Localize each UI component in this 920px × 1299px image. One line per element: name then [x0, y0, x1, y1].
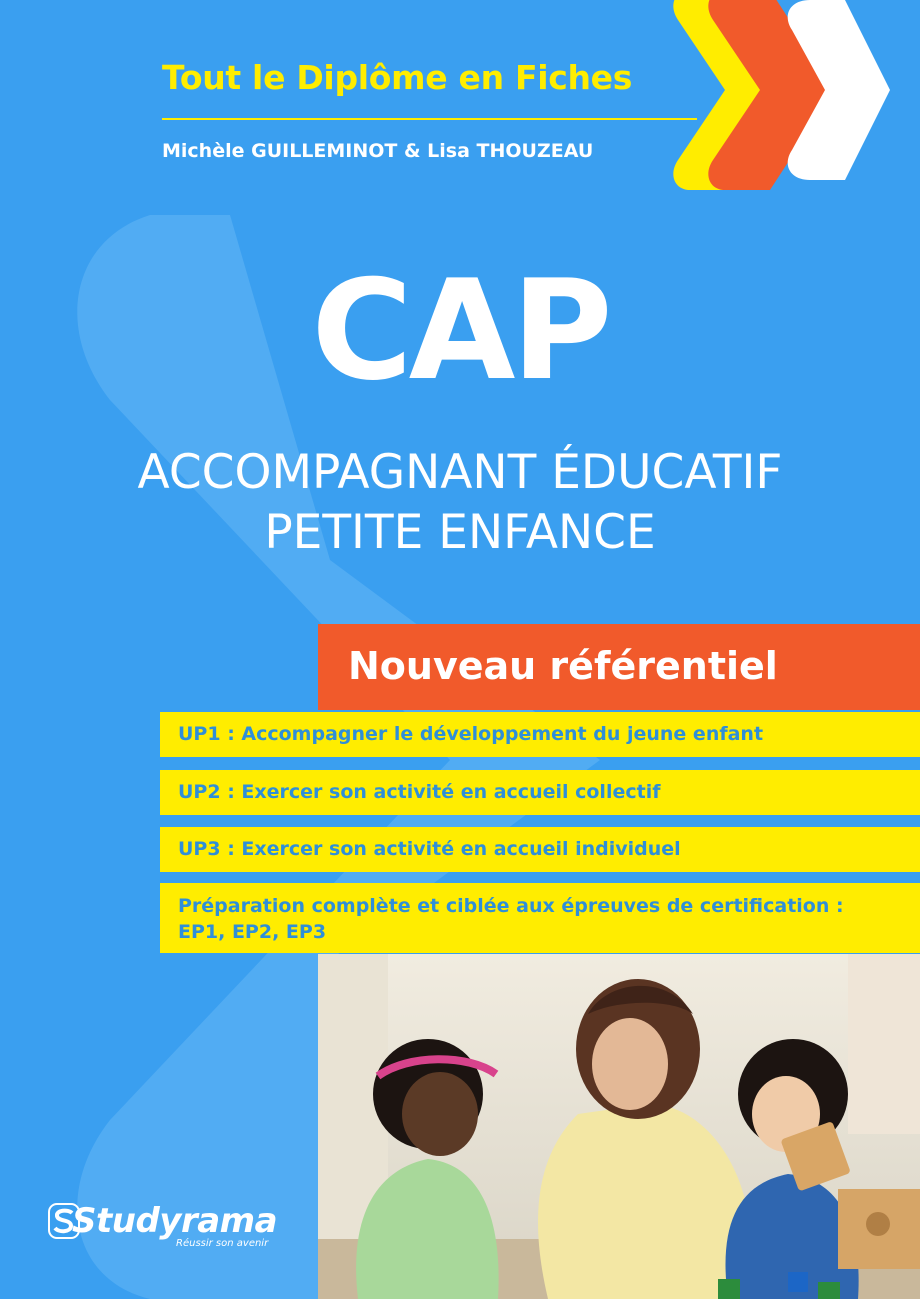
- preparation-bar: [160, 883, 920, 953]
- preparation-label-line-2: EP1, EP2, EP3: [178, 921, 327, 943]
- unit-bar-up2: [160, 770, 920, 815]
- publisher-name: Studyrama: [72, 1201, 278, 1241]
- main-title: CAP: [311, 250, 609, 411]
- chevron-logo-icon: [670, 0, 920, 200]
- header-divider: [162, 118, 697, 120]
- authors: Michèle GUILLEMINOT & Lisa THOUZEAU: [162, 140, 594, 162]
- new-curriculum-banner: [318, 624, 920, 710]
- preparation-label-line-1: Préparation complète et ciblée aux épreuves de certification :: [178, 895, 844, 917]
- unit-label-up1: UP1 : Accompagner le développement du jeune enfant: [178, 723, 764, 745]
- cover-photo-educator-with-children: [318, 954, 920, 1299]
- subtitle-line-1: ACCOMPAGNANT ÉDUCATIF: [137, 445, 783, 500]
- banner-label: Nouveau référentiel: [348, 644, 778, 688]
- series-title: Tout le Diplôme en Fiches: [162, 58, 633, 97]
- unit-label-up3: UP3 : Exercer son activité en accueil individuel: [178, 838, 681, 860]
- unit-label-up2: UP2 : Exercer son activité en accueil collectif: [178, 781, 661, 803]
- unit-bar-up3: [160, 827, 920, 872]
- unit-bar-up1: [160, 712, 920, 757]
- subtitle-line-2: PETITE ENFANCE: [264, 505, 656, 560]
- publisher-tagline: Réussir son avenir: [176, 1238, 269, 1249]
